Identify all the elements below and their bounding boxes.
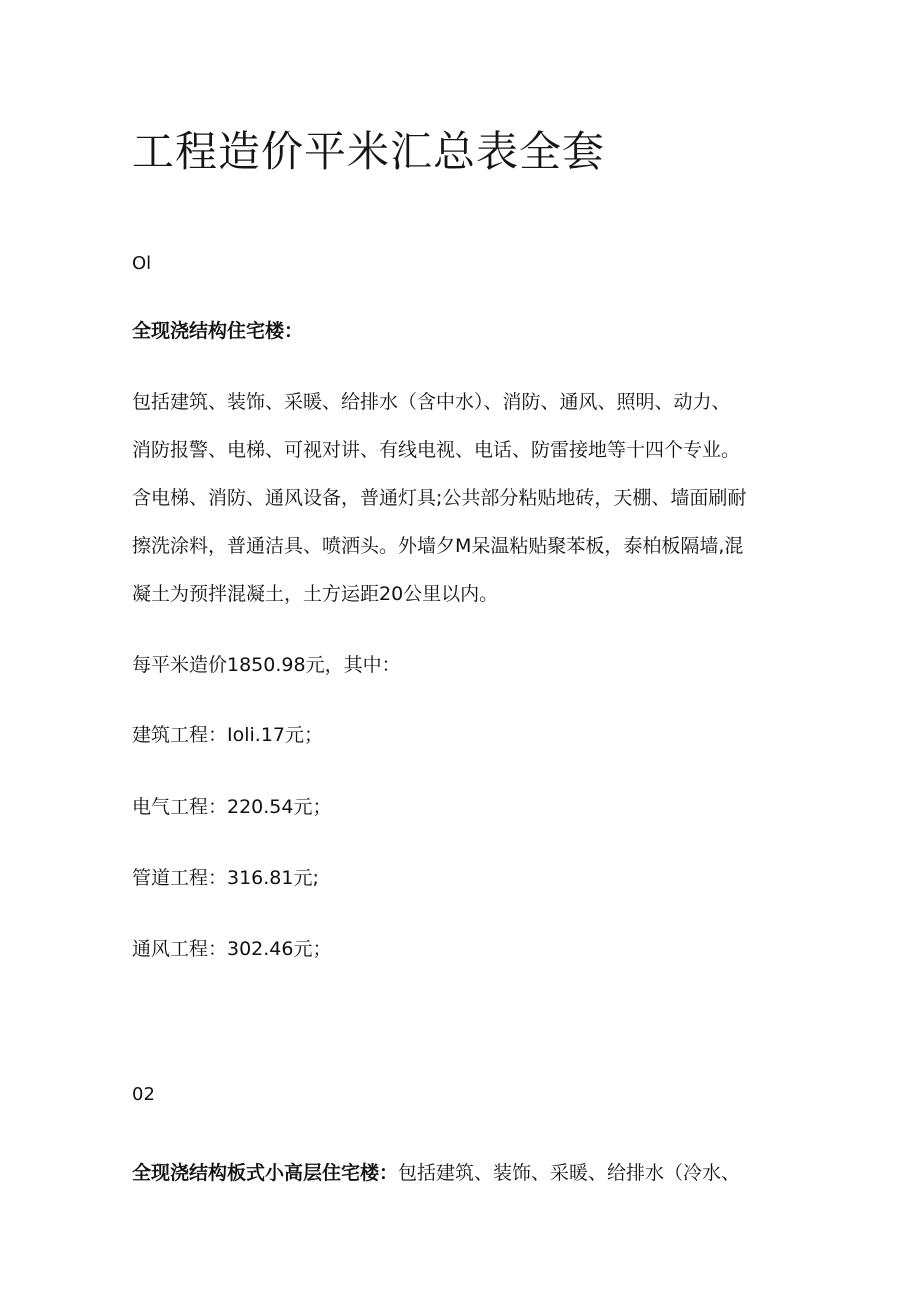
section-number-1: Ol: [132, 253, 152, 274]
section-description-1: [132, 378, 792, 618]
document-title: 工程造价平米汇总表全套: [132, 127, 606, 176]
cost-item-architecture: 建筑工程：Ioli.17元；: [132, 724, 324, 746]
section-heading-1: 全现浇结构住宅楼：: [132, 320, 304, 342]
cost-item-electrical: 电气工程：220.54元；: [132, 796, 332, 818]
price-per-sqm: 每平米造价1850.98元，其中：: [132, 654, 401, 676]
section-heading-2: 全现浇结构板式小高层住宅楼：: [132, 1162, 399, 1184]
description-line: 凝土为预拌混凝土，土方运距20公里以内。: [132, 583, 499, 605]
description-line: 擦洗涂料，普通洁具、喷洒头。外墙夕M呆温粘贴聚苯板，泰柏板隔墙,混: [132, 535, 744, 557]
section-intro-2: [132, 1160, 740, 1186]
description-line: 包括建筑、装饰、采暖、给排水（含中水）、消防、通风、照明、动力、: [132, 391, 731, 413]
section-number-2: 02: [132, 1084, 155, 1105]
description-line: 含电梯、消防、通风设备，普通灯具;公共部分粘贴地砖，天棚、墙面刷耐: [132, 487, 747, 509]
cost-item-piping: 管道工程：316.81元;: [132, 867, 319, 889]
section-description-2: 包括建筑、装饰、采暖、给排水（冷水、: [398, 1162, 741, 1184]
cost-item-ventilation: 通风工程：302.46元；: [132, 938, 332, 960]
description-line: 消防报警、电梯、可视对讲、有线电视、电话、防雷接地等十四个专业。: [132, 439, 741, 461]
